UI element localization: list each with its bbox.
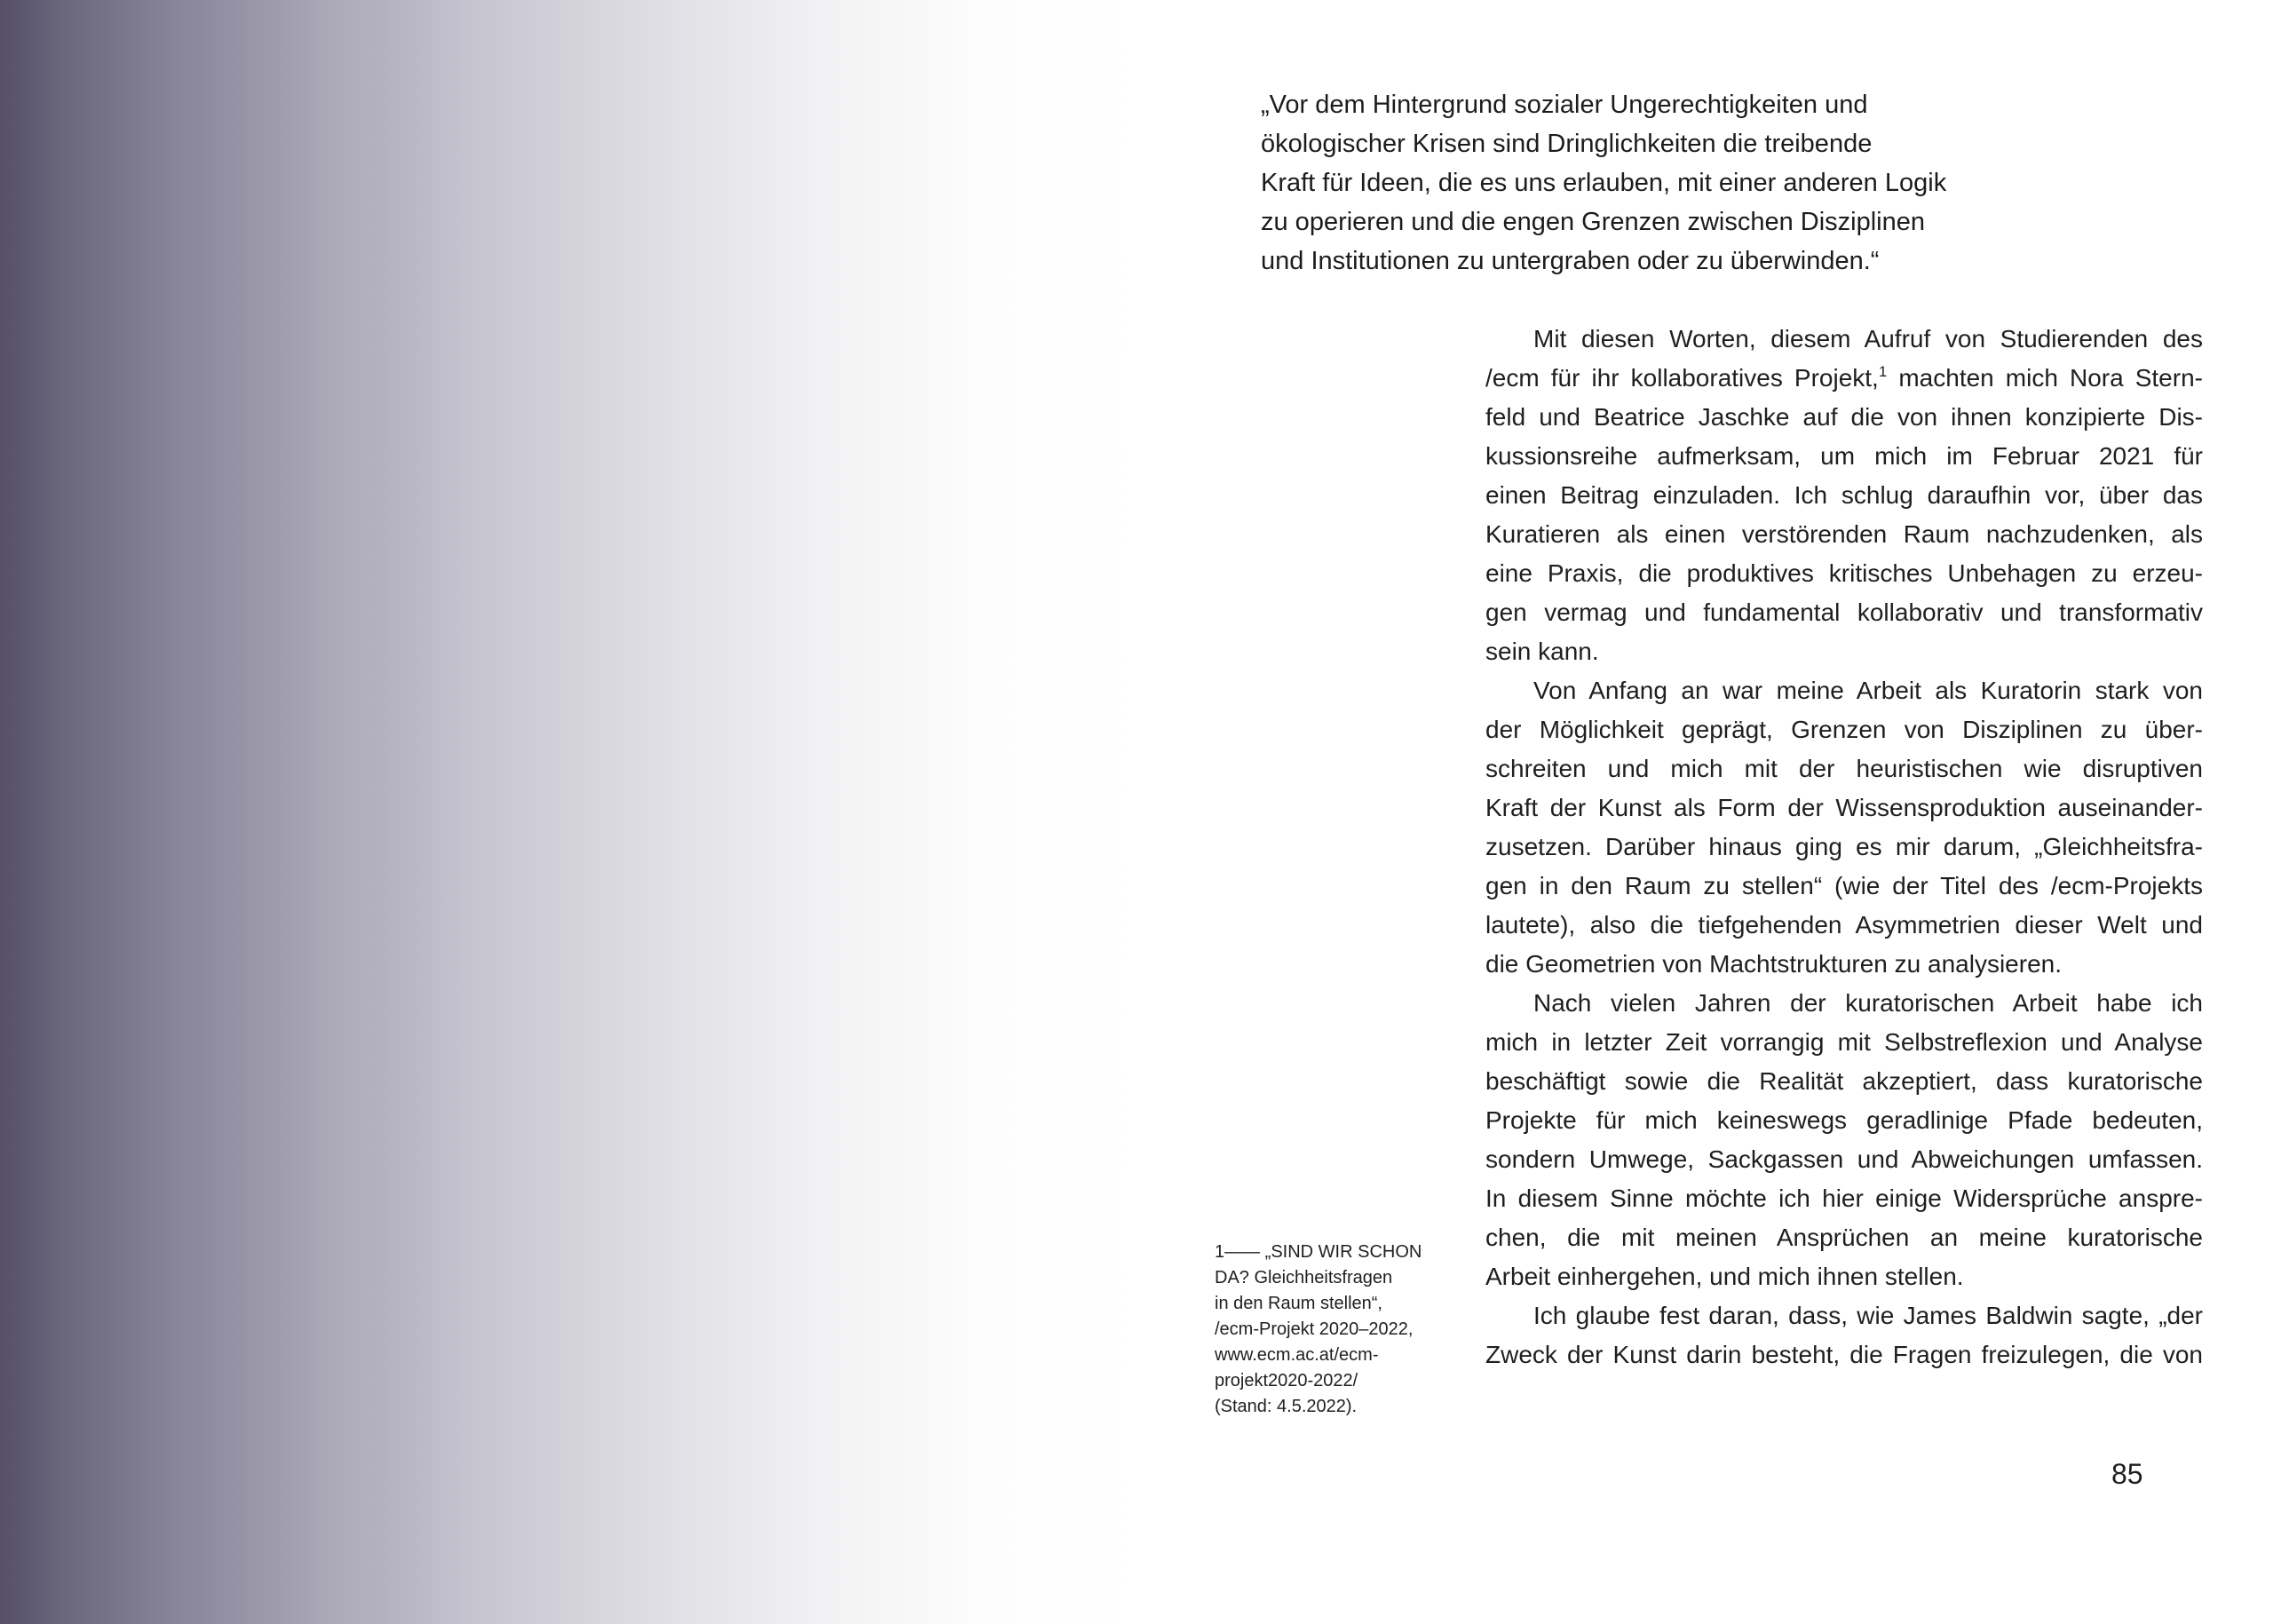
body-line: gen vermag und fundamental kollaborativ und transformativ bbox=[1485, 598, 2203, 626]
body-line: In diesem Sinne möchte ich hier einige Widersprüche anspre- bbox=[1485, 1184, 2203, 1212]
body-line: Zweck der Kunst darin besteht, die Fragen freizulegen, die von bbox=[1485, 1341, 2203, 1368]
body-line-part: /ecm für ihr kollaboratives Projekt, bbox=[1485, 364, 1879, 392]
quote-line: und Institutionen zu untergraben oder zu überwinden.“ bbox=[1261, 247, 1880, 275]
body-line bbox=[1485, 359, 2203, 398]
body-line: kussionsreihe aufmerksam, um mich im Februar 2021 für bbox=[1485, 442, 2203, 470]
body-line: gen in den Raum zu stellen“ (wie der Titel des /ecm-Projekts bbox=[1485, 872, 2203, 899]
quote-line: Kraft für Ideen, die es uns erlauben, mit einer anderen Logik bbox=[1261, 169, 1947, 197]
body-line-part: machten mich Nora Stern- bbox=[1887, 364, 2203, 392]
body-line: Ich glaube fest daran, dass, wie James Baldwin sagte, „der bbox=[1533, 1302, 2203, 1329]
footnote bbox=[1215, 1240, 1481, 1420]
body-line: Kraft der Kunst als Form der Wissensproduktion auseinander- bbox=[1485, 794, 2203, 821]
footnote-line: in den Raum stellen“, bbox=[1215, 1294, 1382, 1313]
body-text bbox=[1485, 320, 2203, 1374]
body-line: lautete), also die tiefgehenden Asymmetrien dieser Welt und bbox=[1485, 911, 2203, 939]
body-line: Projekte für mich keineswegs geradlinige Pfade bedeuten, bbox=[1485, 1106, 2203, 1134]
quote-line: ökologischer Krisen sind Dringlichkeiten die treibende bbox=[1261, 130, 1873, 158]
body-line: sondern Umwege, Sackgassen und Abweichungen umfassen. bbox=[1485, 1145, 2203, 1173]
body-line: mich in letzter Zeit vorrangig mit Selbstreflexion und Analyse bbox=[1485, 1028, 2203, 1056]
body-line: schreiten und mich mit der heuristischen wie disruptiven bbox=[1485, 755, 2203, 782]
footnote-line: 1—— „SIND WIR SCHON bbox=[1215, 1242, 1422, 1262]
body-line: zusetzen. Darüber hinaus ging es mir darum, „Gleichheitsfra- bbox=[1485, 833, 2203, 860]
body-line: sein kann. bbox=[1485, 638, 1599, 665]
footnote-line: /ecm-Projekt 2020–2022, bbox=[1215, 1319, 1414, 1339]
body-line: Mit diesen Worten, diesem Aufruf von Studierenden des bbox=[1533, 325, 2203, 353]
body-line: Von Anfang an war meine Arbeit als Kuratorin stark von bbox=[1533, 677, 2203, 704]
footnote-line: projekt2020-2022/ bbox=[1215, 1371, 1358, 1390]
body-line: einen Beitrag einzuladen. Ich schlug daraufhin vor, über das bbox=[1485, 481, 2203, 509]
body-line: Kuratieren als einen verstörenden Raum nachzudenken, als bbox=[1485, 520, 2203, 548]
body-line: die Geometrien von Machtstrukturen zu analysieren. bbox=[1485, 950, 2062, 978]
footnote-line: (Stand: 4.5.2022). bbox=[1215, 1397, 1358, 1416]
page-number: 85 bbox=[2111, 1458, 2143, 1490]
body-line: der Möglichkeit geprägt, Grenzen von Disziplinen zu über- bbox=[1485, 716, 2203, 743]
quote-line: zu operieren und die engen Grenzen zwischen Disziplinen bbox=[1261, 208, 1926, 236]
pull-quote bbox=[1261, 85, 2007, 281]
footnote-line: DA? Gleichheitsfragen bbox=[1215, 1268, 1393, 1287]
quote-line: „Vor dem Hintergrund sozialer Ungerechtigkeiten und bbox=[1261, 91, 1868, 119]
body-line: chen, die mit meinen Ansprüchen an meine kuratorische bbox=[1485, 1224, 2203, 1251]
body-line: Nach vielen Jahren der kuratorischen Arbeit habe ich bbox=[1533, 989, 2203, 1017]
body-line: beschäftigt sowie die Realität akzeptiert, dass kuratorische bbox=[1485, 1067, 2203, 1095]
body-line: eine Praxis, die produktives kritisches Unbehagen zu erzeu- bbox=[1485, 559, 2203, 587]
body-line: Arbeit einhergehen, und mich ihnen stellen. bbox=[1485, 1263, 1964, 1290]
body-line: feld und Beatrice Jaschke auf die von ihnen konzipierte Dis- bbox=[1485, 403, 2203, 431]
footnote-reference: 1 bbox=[1878, 363, 1888, 380]
footnote-line: www.ecm.ac.at/ecm- bbox=[1215, 1345, 1379, 1365]
